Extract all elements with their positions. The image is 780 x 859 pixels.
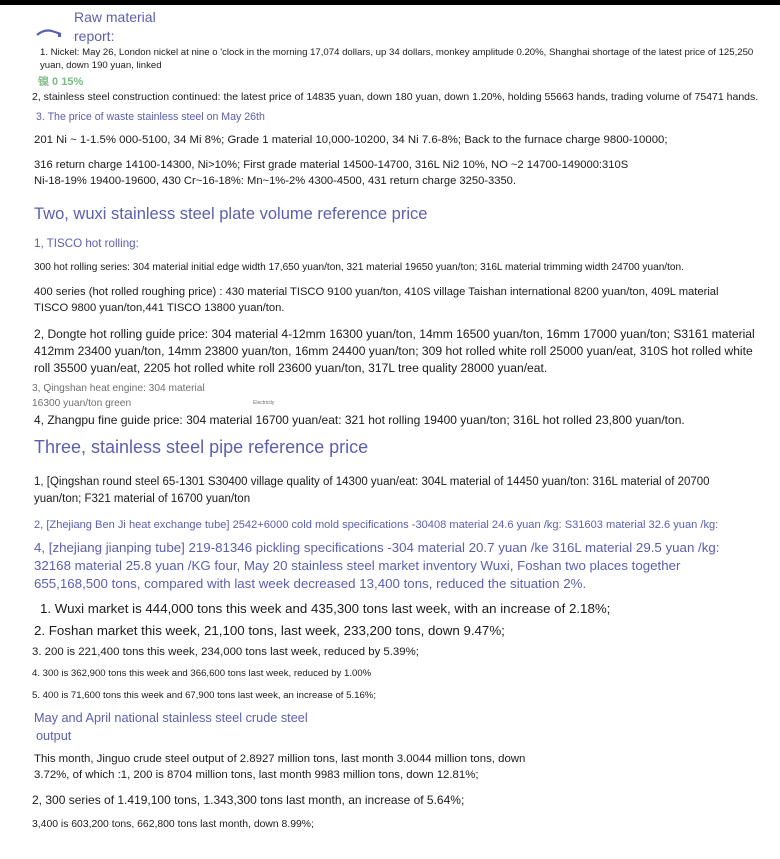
qingshan-paragraph: 3, Qingshan heat engine: 304 material 16300 yuan/ton green: [32, 383, 205, 409]
pipe-item-2: 2, [Zhejiang Ben Ji heat exchange tube] 2542+6000 cold mold specifications -30408 material 24.6 yuan /kg: S31603 material 32.6 yuan /kg:: [34, 519, 719, 531]
logo-icon: [36, 29, 62, 37]
inventory-400-series: 5. 400 is 71,600 tons this week and 67,900 tons last week, an increase of 5.16%;: [32, 690, 376, 701]
inventory-wuxi: 1. Wuxi market is 444,000 tons this week and 435,300 tons last week, with an increase of 2.18%;: [40, 601, 611, 616]
zhangpu-paragraph: 4, Zhangpu fine guide price: 304 material 16700 yuan/eat: 321 hot rolling 19400 yuan/ton; 316L hot rolled 23,800 yuan/ton.: [34, 413, 685, 427]
waste-heading: 3. The price of waste stainless steel on May 26th: [36, 111, 265, 123]
tisco-400-series: 400 series (hot rolled roughing price) : 430 material TISCO 9100 yuan/ton, 410S village Taishan international 8200 yuan/ton, 409L material TISCO 9800 yuan/ton,441 TISCO 13800 yuan/ton.: [34, 286, 719, 314]
waste-line-2: 316 return charge 14100-14300, Ni>10%; First grade material 14500-14700, 316L Ni2 10%, NO ~2 14700-149000:310S Ni-18-19% 19400-19600, 430 Cr~16-18%: Mn~1%-2% 4300-4500, 431 return charge 3250-3350.: [34, 159, 629, 187]
nickel-green-label: 镍 0 15%: [38, 76, 84, 86]
crude-steel-heading-2: output: [36, 729, 72, 743]
inventory-300-series: 4. 300 is 362,900 tons this week and 366,600 tons last week, reduced by 1.00%: [32, 668, 372, 679]
raw-material-title-2: report:: [74, 28, 115, 44]
section-three-heading: Three, stainless steel pipe reference price: [34, 437, 369, 457]
crude-400-series: 3,400 is 603,200 tons, 662,800 tons last month, down 8.99%;: [32, 819, 314, 830]
raw-material-title: Raw material: [74, 9, 156, 25]
crude-steel-paragraph: This month, Jinguo crude steel output of 2.8927 million tons, last month 3.0044 million tons, down 3.72%, of which :1, 200 is 8704 million tons, last month 9983 million tons, down 12.81%;: [34, 753, 526, 781]
section-two-heading: Two, wuxi stainless steel plate volume reference price: [34, 205, 428, 223]
inventory-200-series: 3. 200 is 221,400 tons this week, 234,000 tons last week, reduced by 5.39%;: [32, 646, 419, 658]
pipe-item-4: 4, [zhejiang jianping tube] 219-81346 pickling specifications -304 material 20.7 yuan /ke 316L material 29.5 yuan /kg: 32168 material 25.8 yuan /KG four, May 20 stainless steel market inventory Wuxi, Foshan two places together 655,168,500 tons, compared with last week decreased 13,400 tons, reduced the situation 2%.: [34, 540, 720, 591]
crude-300-series: 2, 300 series of 1.419,100 tons, 1.343,300 tons last month, an increase of 5.64%;: [32, 793, 465, 807]
dongte-paragraph: 2, Dongte hot rolling guide price: 304 material 4-12mm 16300 yuan/ton, 14mm 16500 yuan/ton, 16mm 17000 yuan/ton; S3161 material 412mm 23400 yuan/ton, 14mm 23800 yuan/ton, 16mm 24400 yuan/ton; 309 hot rolled white roll 25000 yuan/eat, 310S hot rolled white roll 35500 yuan/eat, 2205 hot rolled white roll 23600 yuan/ton, 317L tree quality 28000 yuan/eat.: [34, 327, 755, 375]
inventory-foshan: 2. Foshan market this week, 21,100 tons, last week, 233,200 tons, down 9.47%;: [34, 623, 505, 638]
stainless-construction-paragraph: 2, stainless steel construction continued: the latest price of 14835 yuan, down 180 yuan, down 1.20%, holding 55663 hands, trading volume of 75471 hands.: [32, 91, 759, 103]
tisco-300-series: 300 hot rolling series: 304 material initial edge width 17,650 yuan/ton, 321 material 19650 yuan/ton; 316L material trimming width 24700 yuan/ton.: [34, 262, 684, 273]
tisco-heading: 1, TISCO hot rolling:: [34, 237, 139, 250]
nickel-paragraph: 1. Nickel: May 26, London nickel at nine o 'clock in the morning 17,074 dollars, up 34 dollars, monkey amplitude 0.20%, Shanghai shortage of the latest price of 125,250 yuan, down 190 yuan, linked: [40, 47, 754, 71]
pipe-item-1: 1, [Qingshan round steel 65-1301 S30400 village quality of 14300 yuan/eat: 304L material of 14450 yuan/ton: 316L material of 20700 yuan/ton; F321 material of 16700 yuan/ton: [34, 476, 710, 505]
electricity-note: Electricity: [253, 400, 275, 406]
waste-line-1: 201 Ni ~ 1-1.5% 000-5100, 34 Mi 8%; Grade 1 material 10,000-10200, 34 Ni 7.6-8%; Back to the furnace charge 9800-10000;: [34, 134, 668, 146]
crude-steel-heading: May and April national stainless steel crude steel: [34, 711, 308, 725]
